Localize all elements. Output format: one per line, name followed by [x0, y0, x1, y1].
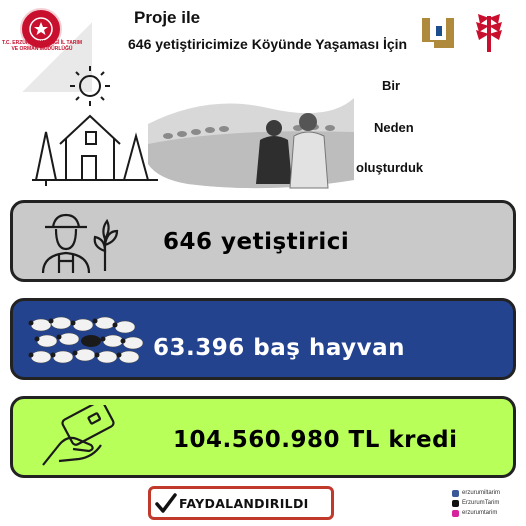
social-facebook[interactable]: [452, 488, 500, 498]
stamp-label: FAYDALANDIRILDI: [179, 495, 309, 511]
farmhouse-sun-icon: [30, 62, 160, 191]
stat-panel-credit: [10, 396, 516, 478]
sheep-herd-icon: [27, 311, 147, 376]
stat-livestock-text: 63.396 baş hayvan: [153, 335, 406, 361]
stat-panel-breeders: [10, 200, 516, 282]
social-links: [452, 488, 500, 518]
checkmark-icon: [155, 492, 177, 514]
right-word-olusturduk: oluşturduk: [356, 160, 424, 175]
social-instagram[interactable]: [452, 508, 500, 518]
stat-panel-livestock: [10, 298, 516, 380]
facebook-icon: [452, 490, 459, 497]
x-twitter-icon: [452, 500, 459, 507]
stat-credit-text: 104.560.980 TL kredi: [173, 427, 458, 453]
right-word-bir: Bir: [382, 78, 401, 93]
wheat-logo-icon: [470, 10, 508, 59]
title-line-2: 646 yetiştiricimize Köyünde Yaşaması İçin: [128, 36, 408, 52]
credit-card-hand-icon: [39, 405, 119, 476]
instagram-icon: [452, 510, 459, 517]
right-word-neden: Neden: [374, 120, 414, 135]
title-line-1: Proje ile: [134, 8, 201, 27]
benefited-stamp: [148, 486, 334, 520]
stat-breeders-text: 646 yetiştirici: [163, 229, 350, 255]
instagram-handle: erzurumtarim: [462, 510, 498, 516]
social-x[interactable]: [452, 498, 500, 508]
partner-logo-gold-icon: [418, 12, 458, 57]
ministry-label: T.C. ERZURUM VALİLİĞİ İL TARIM VE ORMAN MÜDÜRLÜĞÜ: [2, 40, 82, 52]
facebook-handle: erzurumiltarim: [462, 490, 501, 496]
farmer-icon: [35, 209, 127, 280]
farmers-photo: [148, 84, 354, 194]
x-handle: ErzurumTarim: [462, 500, 500, 506]
